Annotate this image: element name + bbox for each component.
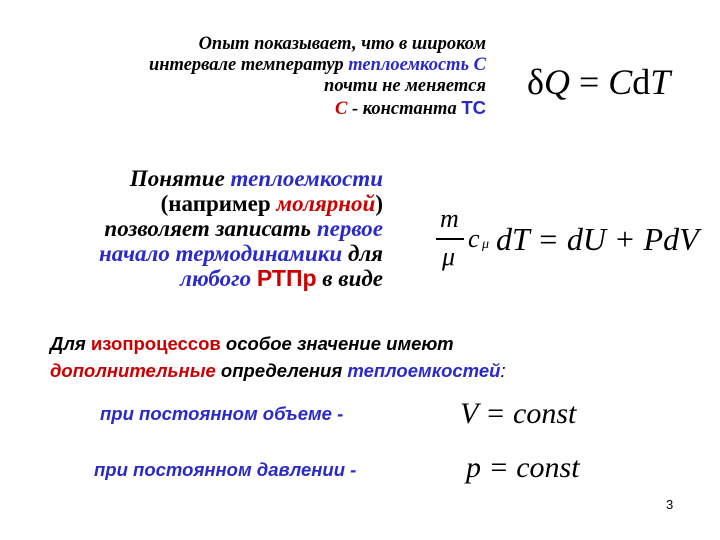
formula-heat-eq: = [569,62,609,102]
intro-line-1 [46,34,486,55]
intro-line-2-text-b: теплоемкость С [348,55,486,75]
fraction-bar [436,238,464,240]
hc-line-5-a: любого [180,266,257,291]
iso-line-1-a: Для [50,333,91,354]
formula-heat [527,62,670,102]
hc-line-1 [3,166,383,191]
iso-line-2-a: дополнительные [50,360,216,381]
constant-pressure-formula: p = const [466,451,580,484]
hc-line-3-a: позволяет записать [104,216,317,241]
hc-line-4-a: начало термодинамики [99,241,343,266]
constant-volume-label: при постоянном объеме - [100,403,344,424]
hc-line-2 [3,191,383,216]
formula-first-law-denominator: μ [442,242,456,271]
constant-pressure-label: при постоянном давлении - [94,459,357,480]
formula-heat-c: C [608,62,633,102]
intro-line-3 [46,76,486,97]
hc-line-4-b: для [342,241,383,266]
constant-volume-formula: V = const [460,397,577,430]
hc-line-4 [3,241,383,266]
intro-line-3-text: почти не меняется [324,76,486,96]
intro-line-4 [46,97,486,120]
iso-line-2 [50,357,670,384]
formula-first-law-c: c [468,224,480,253]
hc-line-3-b: первое [316,216,383,241]
isoprocess-text [50,330,670,384]
intro-text [46,34,486,120]
heat-capacity-text [3,166,383,291]
hc-line-5 [3,266,383,291]
formula-heat-q: Q [543,62,570,102]
intro-line-4-text-a: С [334,99,348,119]
formula-first-law-numerator: m [440,204,459,233]
formula-heat-t: T [650,62,671,102]
iso-line-2-b: определения [215,360,348,381]
intro-line-4-text-b: - константа [347,99,462,119]
iso-line-1-c: особое значение имеют [220,333,454,354]
intro-line-2-text-a: интервале температур [149,55,349,75]
hc-line-2-c: ) [375,191,383,216]
hc-line-5-b: РТПр [256,265,317,291]
hc-line-1-a: Понятие [129,166,231,191]
page-number: 3 [666,497,674,512]
hc-line-2-b: молярной [276,191,376,216]
formula-first-law [432,205,702,275]
hc-line-1-b: теплоемкости [230,166,383,191]
intro-line-4-text-c: ТС [461,97,486,118]
hc-line-2-a: (например [160,191,277,216]
formula-heat-delta: δ [527,62,544,102]
formula-first-law-subscript: μ [482,237,490,252]
iso-line-1 [50,330,670,357]
formula-first-law-rest: dT = dU + PdV [496,221,699,257]
hc-line-3 [3,216,383,241]
hc-line-5-c: в виде [316,266,383,291]
intro-line-2 [46,55,486,76]
iso-line-2-d: : [500,360,506,381]
iso-line-1-b: изопроцессов [90,333,221,354]
iso-line-2-c: теплоемкостей [347,360,501,381]
formula-heat-d: d [632,62,651,102]
intro-line-1-text: Опыт показывает, что в широком [198,34,486,54]
